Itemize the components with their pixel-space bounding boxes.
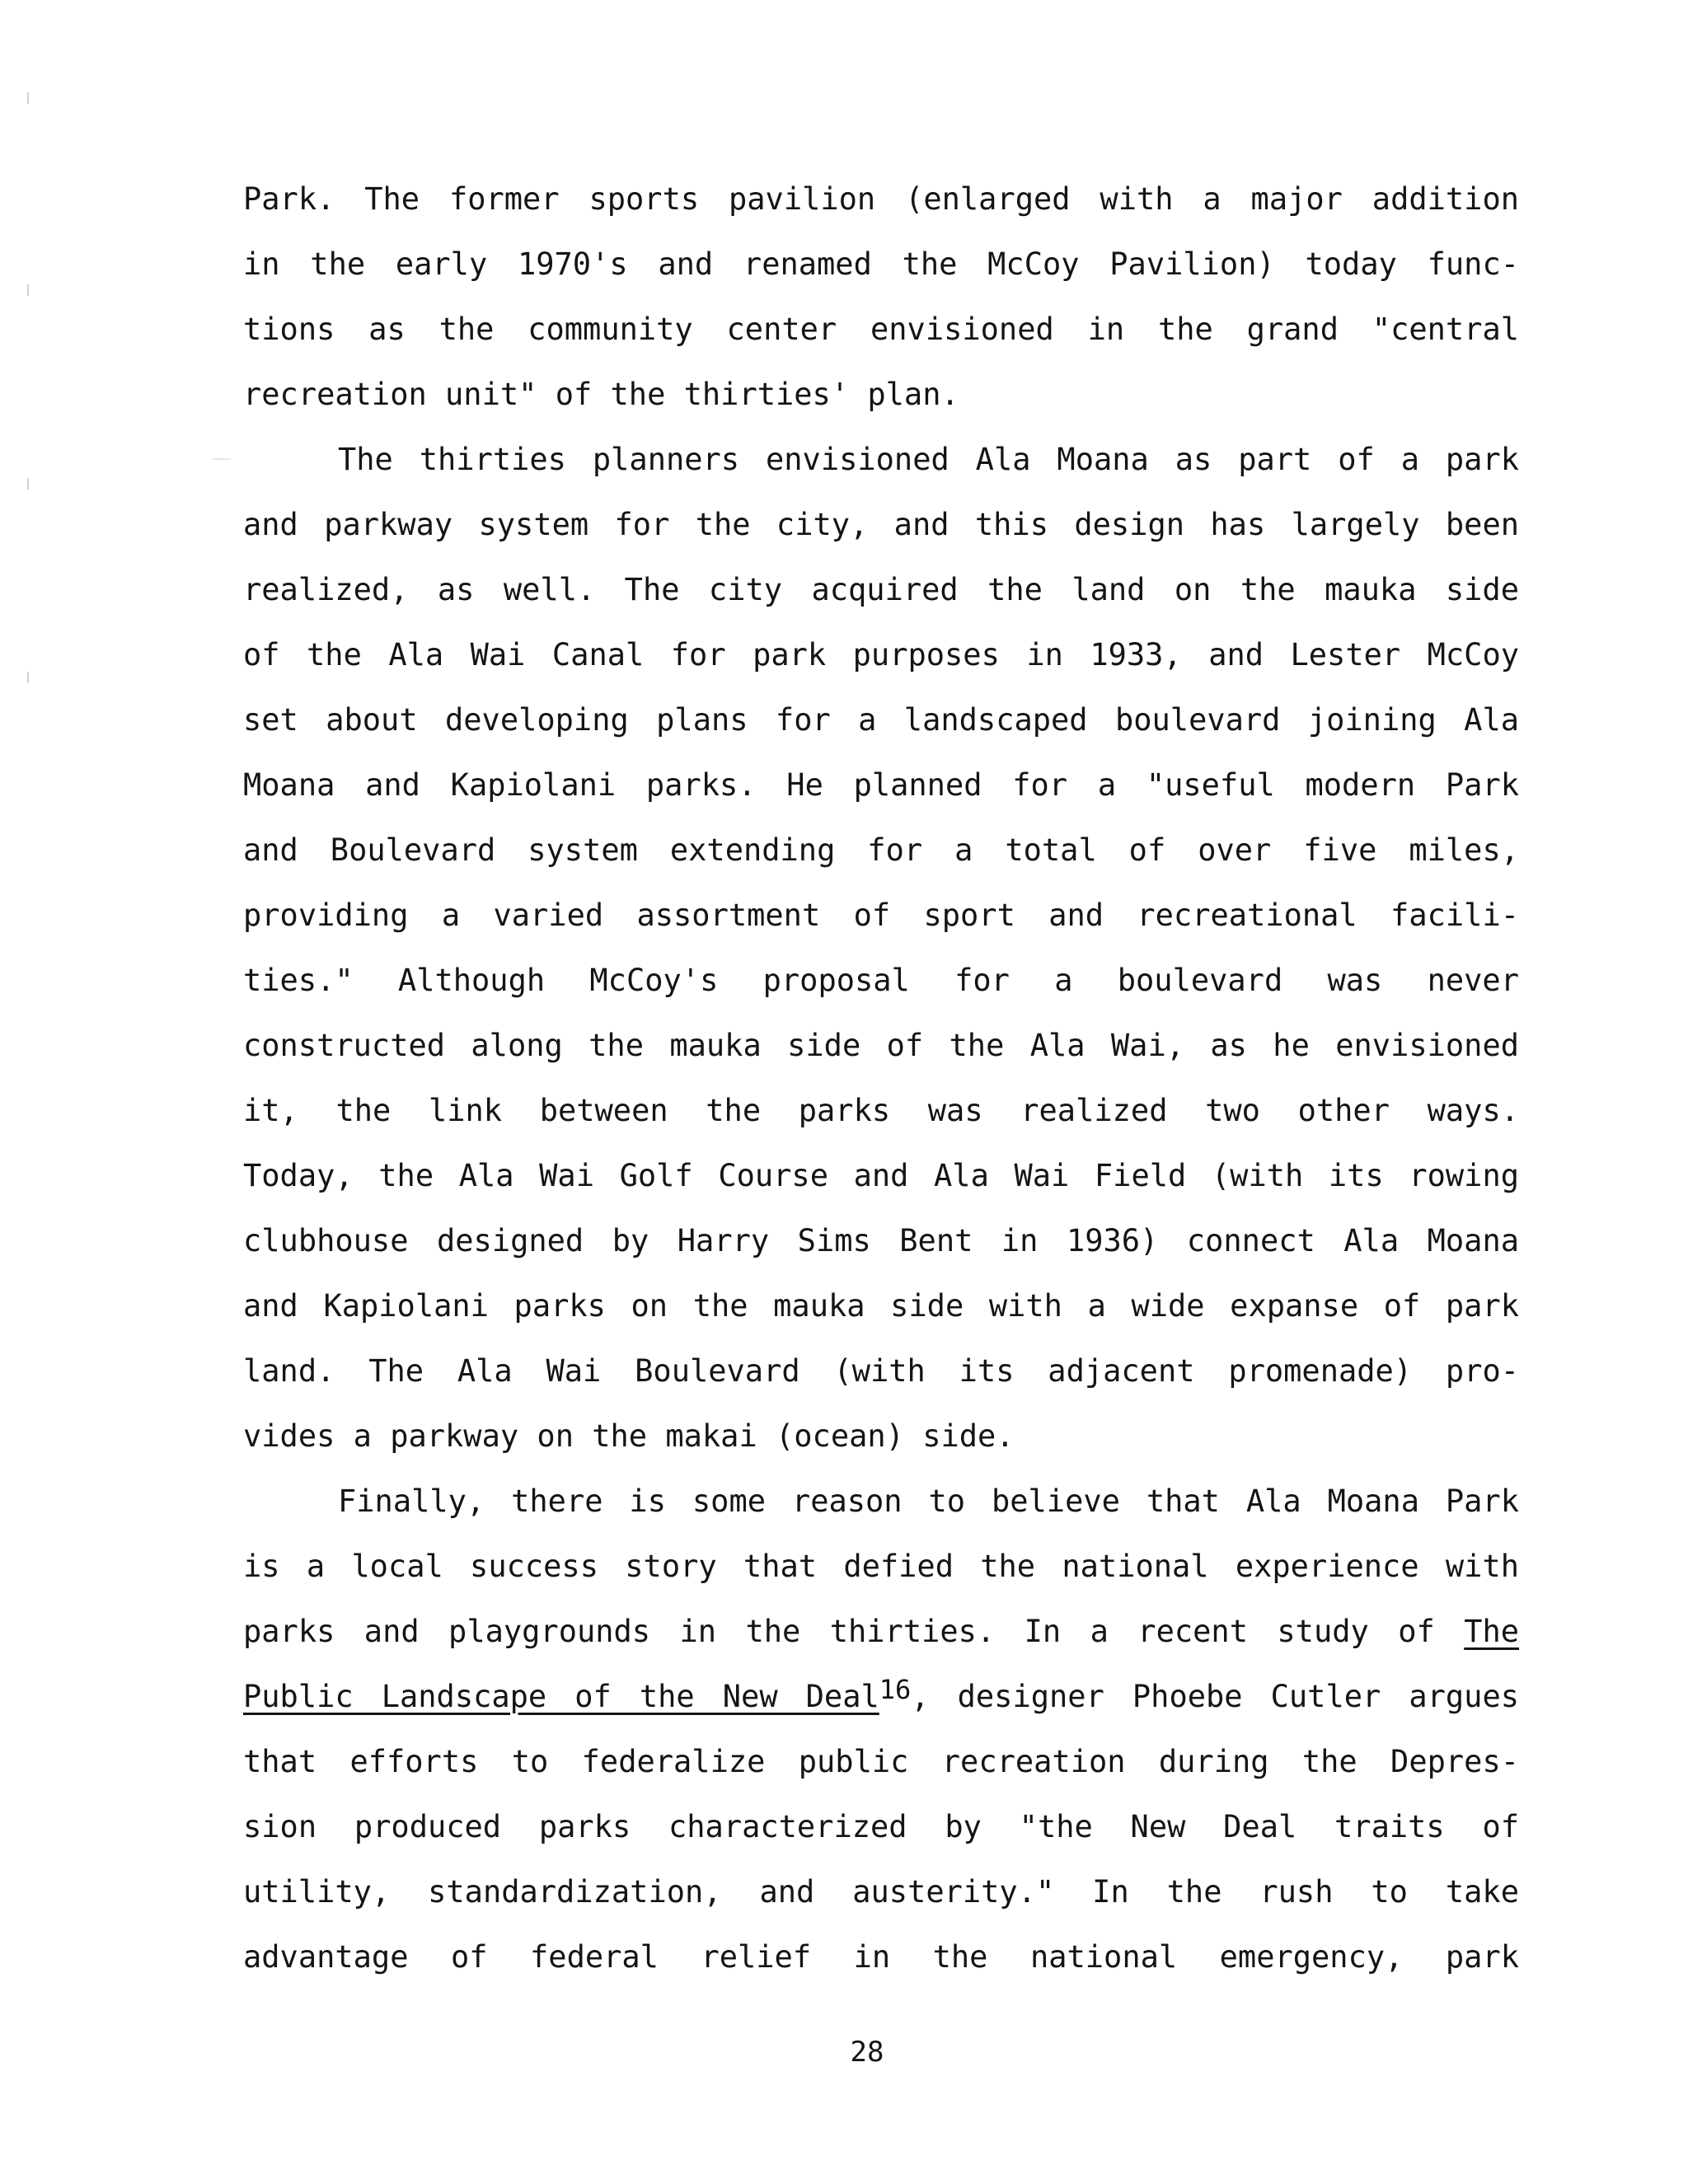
body-line: providing a varied assortment of sport and recreational facili- — [243, 898, 1519, 933]
body-line: constructed along the mauka side of the Ala Wai, as he envisioned — [243, 1028, 1519, 1063]
margin-scan-mark — [27, 284, 29, 296]
body-line: Today, the Ala Wai Golf Course and Ala Wai Field (with its rowing — [243, 1158, 1519, 1193]
body-line: The thirties planners envisioned Ala Moana as part of a park — [338, 442, 1519, 477]
body-line: and Kapiolani parks on the mauka side with a wide expanse of park — [243, 1288, 1519, 1324]
book-title-start: The — [1464, 1614, 1520, 1649]
margin-scan-dash — [213, 458, 231, 460]
body-line: Finally, there is some reason to believe that Ala Moana Park — [338, 1483, 1519, 1519]
body-line — [243, 1616, 1519, 1647]
body-line: utility, standardization, and austerity." In the rush to take — [243, 1874, 1519, 1910]
body-line: ties." Although McCoy's proposal for a boulevard was never — [243, 963, 1519, 998]
body-line: realized, as well. The city acquired the land on the mauka side — [243, 572, 1519, 607]
body-line: Moana and Kapiolani parks. He planned for a "useful modern Park — [243, 767, 1519, 803]
body-line: of the Ala Wai Canal for park purposes in 1933, and Lester McCoy — [243, 637, 1519, 673]
body-line: Park. The former sports pavilion (enlarged with a major addition — [243, 181, 1519, 217]
body-line: tions as the community center envisioned in the grand "central — [243, 312, 1519, 347]
body-line: set about developing plans for a landscaped boulevard joining Ala — [243, 702, 1519, 738]
footnote-ref: 16 — [879, 1674, 912, 1705]
margin-scan-mark — [27, 92, 29, 104]
body-line: clubhouse designed by Harry Sims Bent in 1936) connect Ala Moana — [243, 1223, 1519, 1258]
body-line: and parkway system for the city, and this design has largely been — [243, 507, 1519, 542]
book-title: Public Landscape of the New Deal — [243, 1679, 879, 1714]
margin-scan-mark — [27, 672, 29, 683]
body-line-text: , designer Phoebe Cutler argues — [911, 1679, 1519, 1714]
body-line: sion produced parks characterized by "the New Deal traits of — [243, 1809, 1519, 1844]
body-line: land. The Ala Wai Boulevard (with its adjacent promenade) pro- — [243, 1353, 1519, 1389]
body-line: that efforts to federalize public recreation during the Depres- — [243, 1744, 1519, 1779]
body-line: advantage of federal relief in the national emergency, park — [243, 1939, 1519, 1975]
body-line: is a local success story that defied the national experience with — [243, 1549, 1519, 1584]
body-line-text: parks and playgrounds in the thirties. In a recent study of — [243, 1614, 1435, 1649]
margin-scan-mark — [27, 478, 29, 490]
body-line: vides a parkway on the makai (ocean) side. — [243, 1418, 1015, 1454]
body-line — [243, 1674, 1519, 1714]
body-line: recreation unit" of the thirties' plan. — [243, 377, 959, 412]
body-line: in the early 1970's and renamed the McCoy Pavilion) today func- — [243, 246, 1519, 282]
body-line: and Boulevard system extending for a total of over five miles, — [243, 832, 1519, 868]
body-line: it, the link between the parks was realized two other ways. — [243, 1093, 1519, 1128]
page-number: 28 — [850, 2036, 884, 2069]
